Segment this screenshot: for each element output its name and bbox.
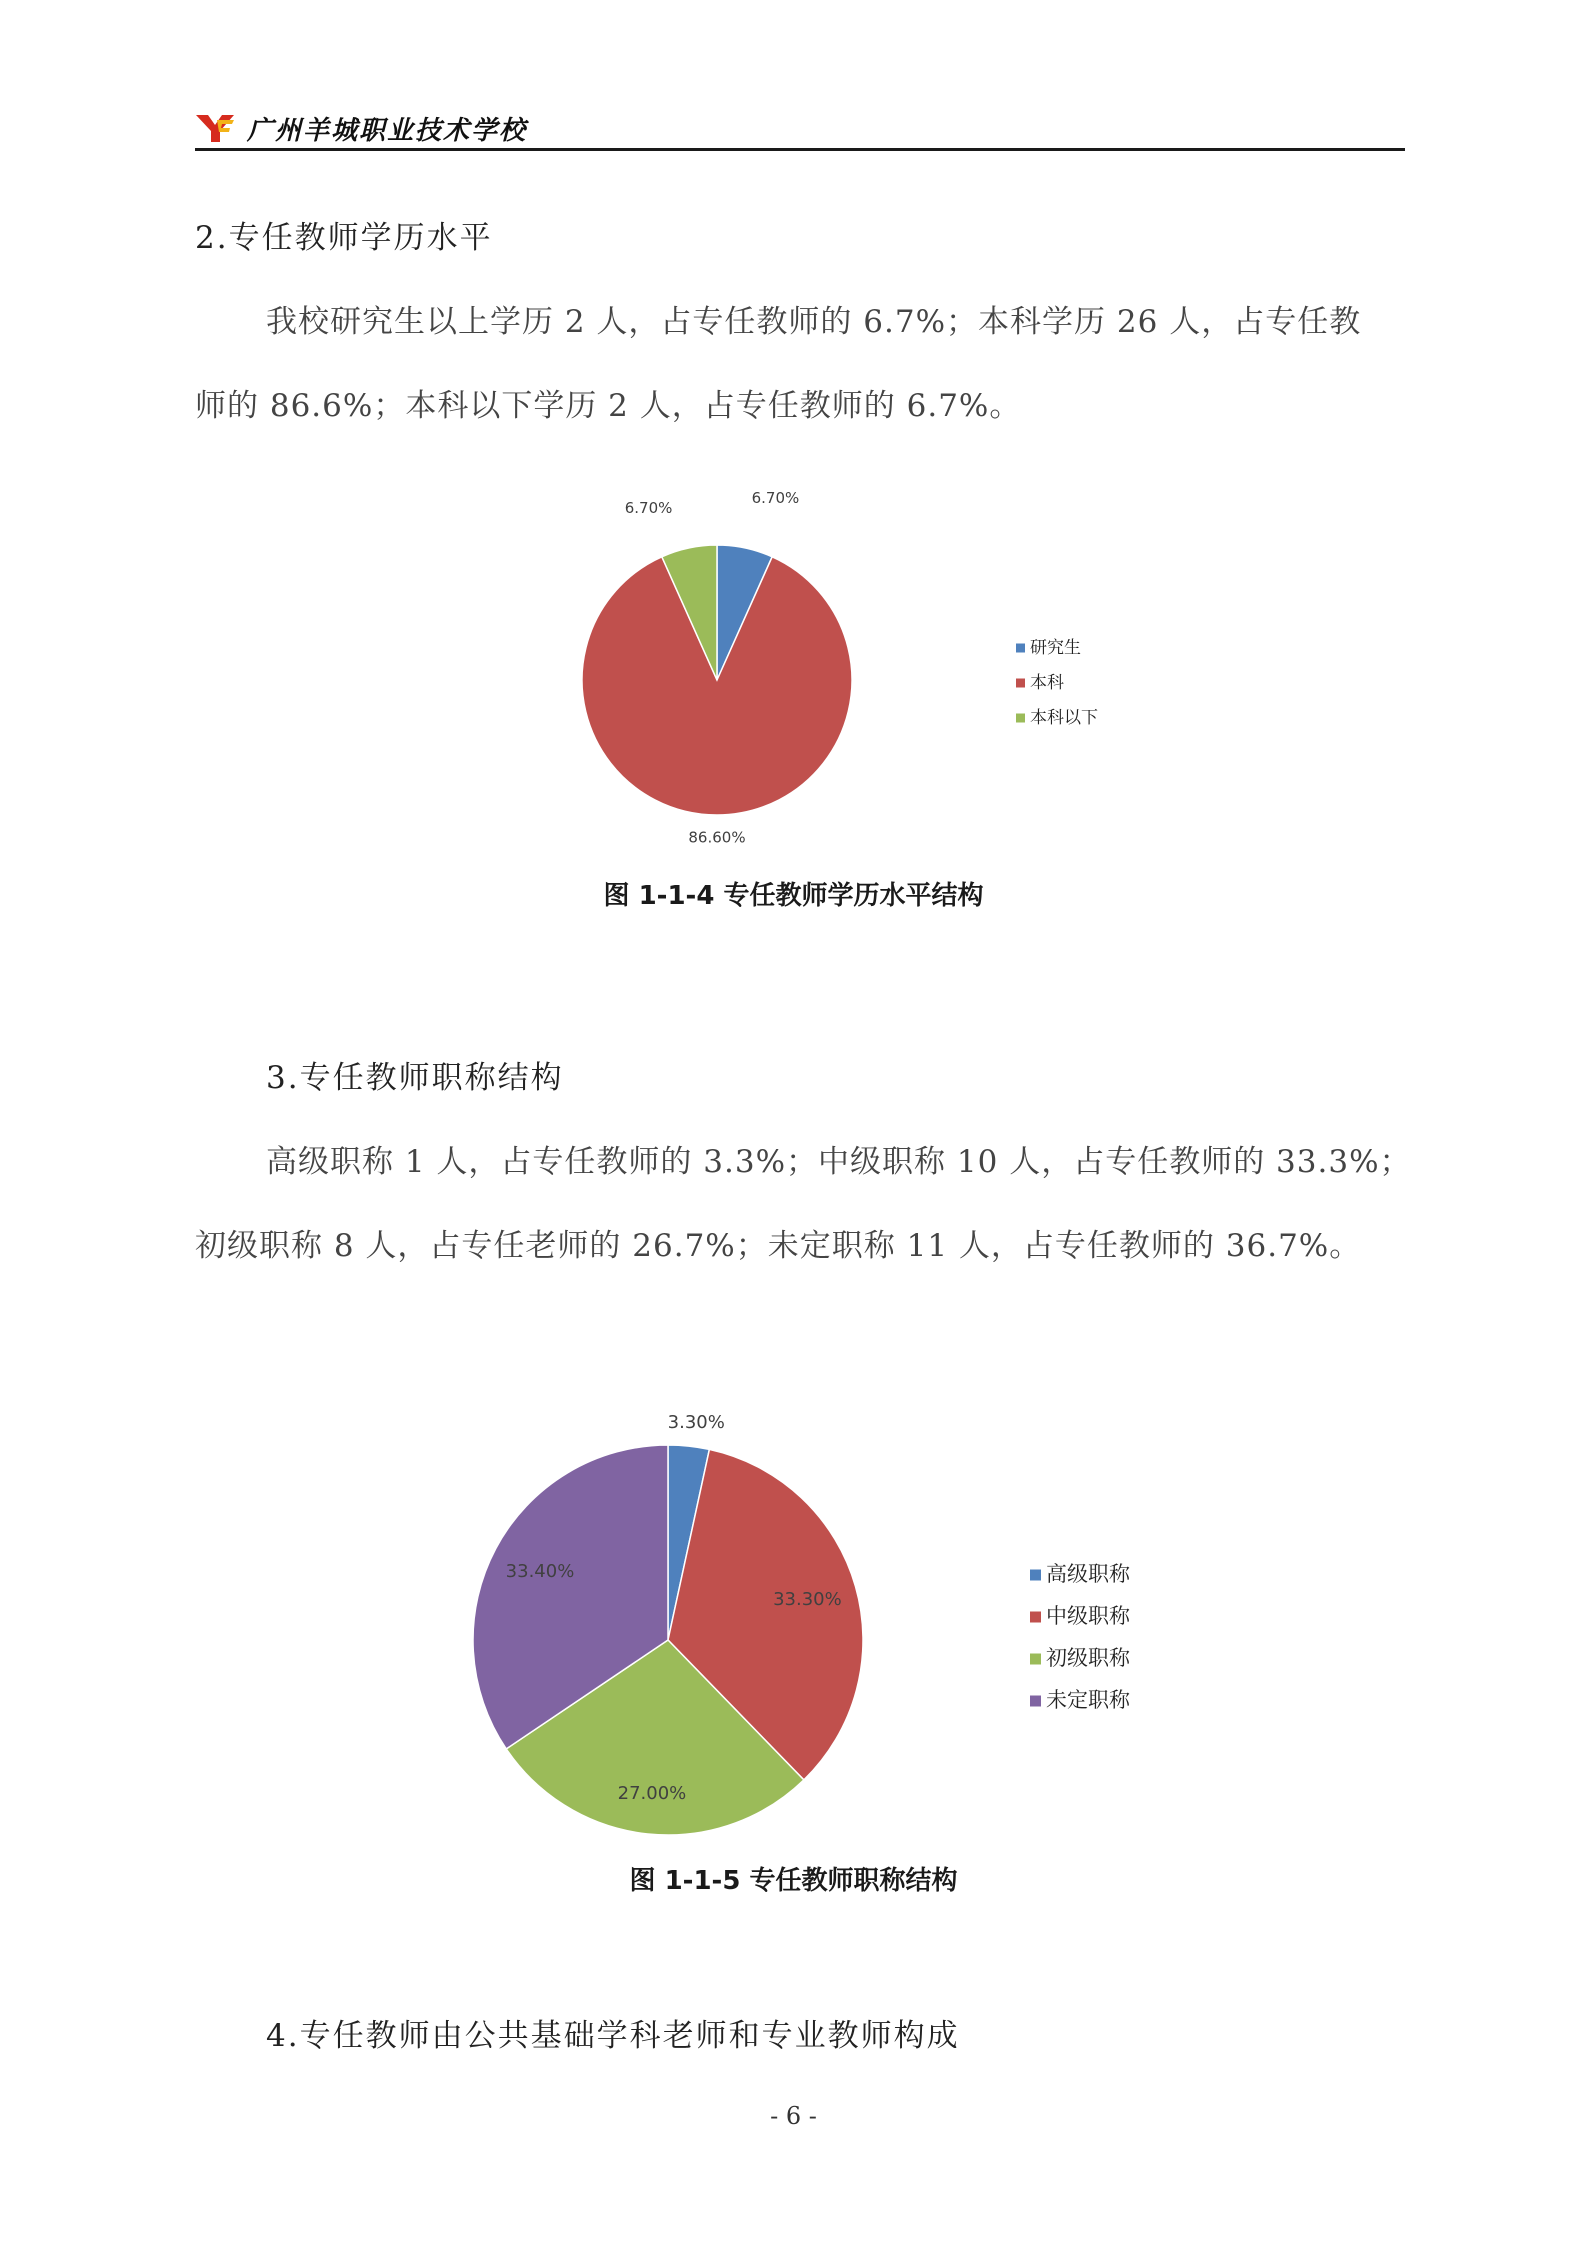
legend-swatch-3: [1016, 714, 1025, 723]
legend-label-1: 研究生: [1030, 638, 1081, 658]
legend-label-2: 中级职称: [1046, 1604, 1130, 1628]
legend-swatch-2: [1016, 679, 1025, 688]
legend-label-4: 未定职称: [1046, 1688, 1130, 1712]
section-3-heading: 3.专任教师职称结构: [266, 1060, 564, 1096]
header-rule: [195, 148, 1405, 151]
school-logo: [195, 112, 235, 144]
pie-data-label-1: 3.30%: [667, 1412, 725, 1434]
pie-data-label-4: 33.40%: [505, 1560, 575, 1582]
section-3-paragraph-line-2: 初级职称 8 人，占专任老师的 26.7%；未定职称 11 人，占专任教师的 36.7%。: [195, 1228, 1362, 1264]
legend-swatch-1: [1016, 644, 1025, 653]
pie-data-label-1: 6.70%: [751, 489, 800, 508]
figure-1-1-4-caption: 图 1-1-4 专任教师学历水平结构: [603, 881, 984, 911]
legend-swatch-3: [1030, 1654, 1041, 1665]
legend-label-3: 初级职称: [1046, 1646, 1130, 1670]
legend-label-1: 高级职称: [1046, 1562, 1130, 1586]
education-pie-chart: [540, 489, 1160, 860]
pie-data-label-3: 27.00%: [617, 1783, 687, 1805]
legend-swatch-4: [1030, 1696, 1041, 1707]
legend-label-2: 本科: [1030, 673, 1064, 693]
page-header: [195, 108, 1405, 152]
section-2-paragraph-line-1: 我校研究生以上学历 2 人，占专任教师的 6.7%；本科学历 26 人，占专任教: [266, 304, 1362, 340]
pie-data-label-3: 6.70%: [624, 499, 673, 518]
figure-1-1-5-caption: 图 1-1-5 专任教师职称结构: [629, 1866, 958, 1896]
page-number: - 6 -: [770, 2102, 817, 2130]
section-2-heading: 2.专任教师学历水平: [195, 220, 493, 256]
section-4-heading: 4.专任教师由公共基础学科老师和专业教师构成: [266, 2018, 960, 2054]
section-2-paragraph-line-2: 师的 86.6%；本科以下学历 2 人，占专任教师的 6.7%。: [195, 388, 1022, 424]
school-name: 广州羊城职业技术学校: [247, 116, 528, 146]
pie-data-label-2: 86.60%: [688, 828, 746, 847]
legend-swatch-2: [1030, 1612, 1041, 1623]
pie-data-label-2: 33.30%: [773, 1589, 842, 1611]
legend-swatch-1: [1030, 1570, 1041, 1581]
title-pie-chart: [440, 1395, 1200, 1855]
legend-label-3: 本科以下: [1030, 708, 1098, 728]
section-3-paragraph-line-1: 高级职称 1 人，占专任教师的 3.3%；中级职称 10 人，占专任教师的 33.3%；: [266, 1144, 1412, 1180]
